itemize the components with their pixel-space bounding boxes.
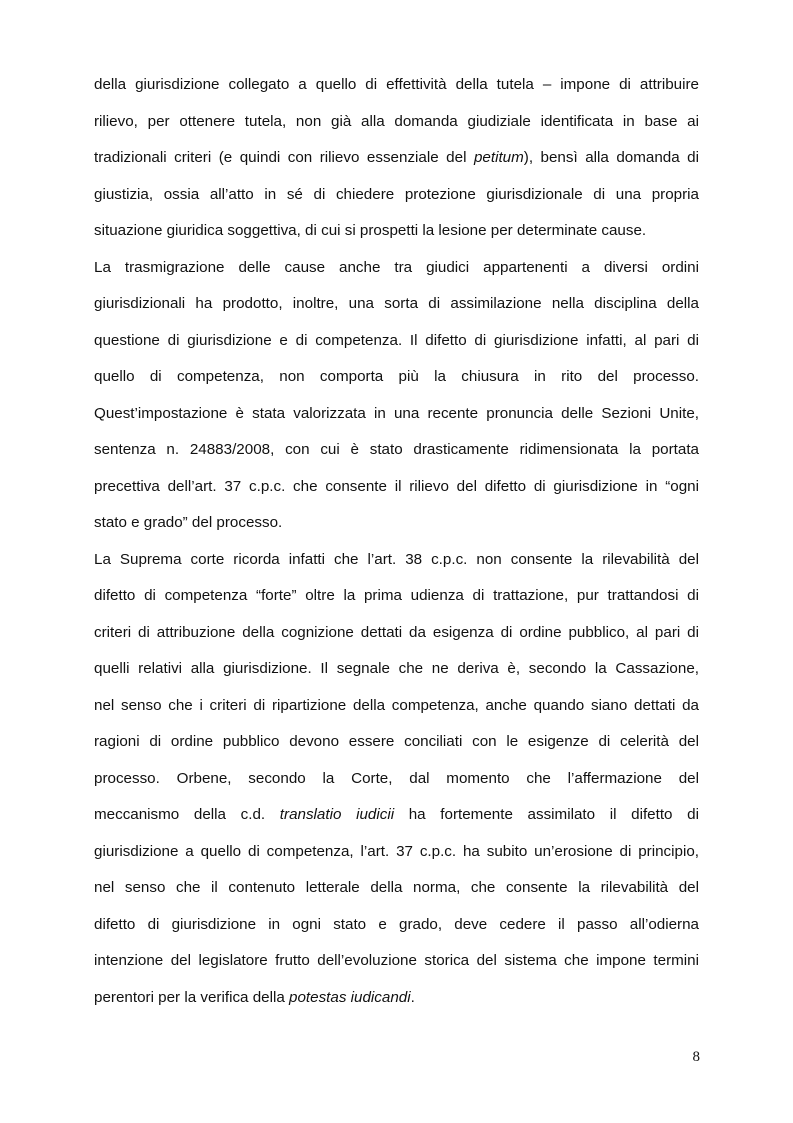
text-line xyxy=(94,840,699,864)
text-segment: perentori per la verifica della xyxy=(94,989,290,1006)
text-segment: questione di giurisdizione e di competenza. Il difetto di giurisdizione infatti, al pari di xyxy=(94,332,699,349)
text-segment: situazione giuridica soggettiva, di cui si prospetti la lesione per determinate cause. xyxy=(94,222,647,239)
text-line xyxy=(94,183,699,207)
text-line xyxy=(94,730,699,754)
text-line xyxy=(94,438,699,462)
text-segment: precettiva dell’art. 37 c.p.c. che consente il rilievo del difetto di giurisdizione in “ogni xyxy=(94,478,699,495)
text-line xyxy=(94,219,699,243)
text-line xyxy=(94,402,699,426)
text-line xyxy=(94,621,699,645)
text-segment: nel senso che i criteri di ripartizione della competenza, anche quando siano dettati da xyxy=(94,697,699,714)
text-segment: giustizia, ossia all’atto in sé di chiedere protezione giurisdizionale di una propria xyxy=(94,186,699,203)
text-line xyxy=(94,329,699,353)
text-segment: sentenza n. 24883/2008, con cui è stato drasticamente ridimensionata la portata xyxy=(94,441,699,458)
text-segment: giurisdizione a quello di competenza, l’art. 37 c.p.c. ha subito un’erosione di principio, xyxy=(94,843,699,860)
text-segment: La trasmigrazione delle cause anche tra giudici appartenenti a diversi ordini xyxy=(94,259,699,276)
text-line xyxy=(94,256,699,280)
text-segment: Quest’impostazione è stata valorizzata in una recente pronuncia delle Sezioni Unite, xyxy=(94,405,699,422)
text-line xyxy=(94,657,699,681)
text-segment: difetto di competenza “forte” oltre la prima udienza di trattazione, pur trattandosi di xyxy=(94,587,699,604)
text-segment: . xyxy=(410,989,415,1006)
text-segment: ), bensì alla domanda di xyxy=(523,149,699,166)
text-segment: criteri di attribuzione della cognizione dettati da esigenza di ordine pubblico, al pari di xyxy=(94,624,699,641)
text-segment: della giurisdizione collegato a quello di effettività della tutela – impone di attribuire xyxy=(94,76,699,93)
text-line xyxy=(94,110,699,134)
text-segment: quelli relativi alla giurisdizione. Il segnale che ne deriva è, secondo la Cassazione, xyxy=(94,660,699,677)
text-segment: difetto di giurisdizione in ogni stato e grado, deve cedere il passo all’odierna xyxy=(94,916,699,933)
text-line xyxy=(94,694,699,718)
italic-term: translatio iudicii xyxy=(279,806,395,823)
text-line xyxy=(94,146,699,170)
text-segment: ragioni di ordine pubblico devono essere conciliati con le esigenze di celerità del xyxy=(94,733,699,750)
text-line xyxy=(94,365,699,389)
italic-term: petitum xyxy=(473,149,524,166)
text-line xyxy=(94,73,699,97)
text-line xyxy=(94,949,699,973)
text-segment: stato e grado” del processo. xyxy=(94,514,283,531)
text-line xyxy=(94,511,699,535)
text-line xyxy=(94,292,699,316)
page-number: 8 xyxy=(692,1049,700,1065)
text-line xyxy=(94,475,699,499)
text-segment: intenzione del legislatore frutto dell’evoluzione storica del sistema che impone termini xyxy=(94,952,699,969)
italic-term: potestas iudicandi xyxy=(289,989,411,1006)
text-line xyxy=(94,767,699,791)
text-segment: quello di competenza, non comporta più la chiusura in rito del processo. xyxy=(94,368,699,385)
text-segment: rilievo, per ottenere tutela, non già alla domanda giudiziale identificata in base ai xyxy=(94,113,699,130)
text-segment: ha fortemente assimilato il difetto di xyxy=(394,806,699,823)
text-segment: meccanismo della c.d. xyxy=(94,806,280,823)
text-segment: tradizionali criteri (e quindi con rilievo essenziale del xyxy=(94,149,474,166)
text-line xyxy=(94,986,699,1010)
text-segment: giurisdizionali ha prodotto, inoltre, una sorta di assimilazione nella disciplina della xyxy=(94,295,699,312)
text-line xyxy=(94,803,699,827)
text-line xyxy=(94,876,699,900)
text-segment: La Suprema corte ricorda infatti che l’art. 38 c.p.c. non consente la rilevabilità del xyxy=(94,551,699,568)
text-segment: nel senso che il contenuto letterale della norma, che consente la rilevabilità del xyxy=(94,879,699,896)
text-line xyxy=(94,913,699,937)
text-segment: processo. Orbene, secondo la Corte, dal momento che l’affermazione del xyxy=(94,770,699,787)
text-line xyxy=(94,548,699,572)
text-line xyxy=(94,584,699,608)
